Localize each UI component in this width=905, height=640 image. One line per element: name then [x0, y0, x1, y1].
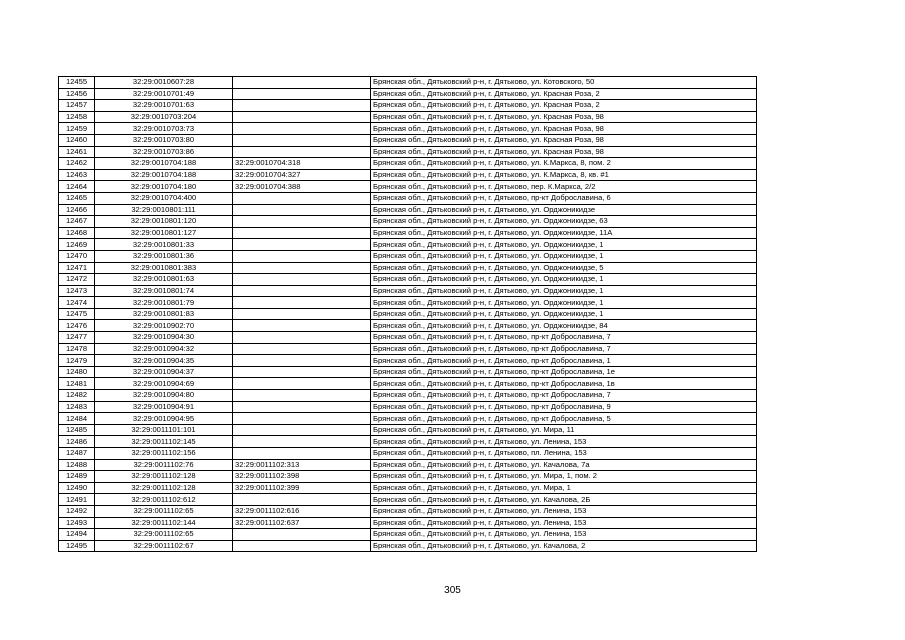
row-number-cell: 12492 — [59, 505, 95, 517]
address-cell: Брянская обл., Дятьковский р-н, г. Дятьково, пр-кт Доброславина, 7 — [371, 390, 757, 402]
address-cell: Брянская обл., Дятьковский р-н, г. Дятьково, ул. Мира, 1, пом. 2 — [371, 471, 757, 483]
table-row — [59, 169, 757, 181]
row-number-cell: 12478 — [59, 343, 95, 355]
address-cell: Брянская обл., Дятьковский р-н, г. Дятьково, ул. Качалова, 7а — [371, 459, 757, 471]
cadastral-number-cell: 32:29:0010701:63 — [95, 100, 233, 112]
row-number-cell: 12476 — [59, 320, 95, 332]
related-cadastral-number-cell: 32:29:0011102:637 — [233, 517, 371, 529]
table-row — [59, 366, 757, 378]
table-row — [59, 239, 757, 251]
cadastral-number-cell: 32:29:0010904:95 — [95, 413, 233, 425]
row-number-cell: 12488 — [59, 459, 95, 471]
row-number-cell: 12460 — [59, 134, 95, 146]
related-cadastral-number-cell — [233, 401, 371, 413]
cadastral-number-cell: 32:29:0010703:73 — [95, 123, 233, 135]
table-row — [59, 378, 757, 390]
cadastral-number-cell: 32:29:0010904:69 — [95, 378, 233, 390]
cadastral-number-cell: 32:29:0010904:91 — [95, 401, 233, 413]
cadastral-number-cell: 32:29:0011102:156 — [95, 448, 233, 460]
table-row — [59, 262, 757, 274]
address-cell: Брянская обл., Дятьковский р-н, г. Дятьково, пр-кт Доброславина, 6 — [371, 192, 757, 204]
row-number-cell: 12490 — [59, 482, 95, 494]
related-cadastral-number-cell — [233, 111, 371, 123]
table-row — [59, 158, 757, 170]
table-row — [59, 471, 757, 483]
row-number-cell: 12471 — [59, 262, 95, 274]
registry-table-body — [59, 77, 757, 552]
related-cadastral-number-cell — [233, 494, 371, 506]
cadastral-number-cell: 32:29:0010904:32 — [95, 343, 233, 355]
row-number-cell: 12469 — [59, 239, 95, 251]
address-cell: Брянская обл., Дятьковский р-н, г. Дятьково, ул. Красная Роза, 98 — [371, 111, 757, 123]
related-cadastral-number-cell — [233, 77, 371, 89]
cadastral-number-cell: 32:29:0010703:86 — [95, 146, 233, 158]
table-row — [59, 123, 757, 135]
row-number-cell: 12457 — [59, 100, 95, 112]
table-row — [59, 88, 757, 100]
cadastral-number-cell: 32:29:0010801:79 — [95, 297, 233, 309]
related-cadastral-number-cell: 32:29:0011102:616 — [233, 505, 371, 517]
row-number-cell: 12458 — [59, 111, 95, 123]
address-cell: Брянская обл., Дятьковский р-н, г. Дятьково, ул. Котовского, 50 — [371, 77, 757, 89]
related-cadastral-number-cell — [233, 204, 371, 216]
cadastral-number-cell: 32:29:0010904:30 — [95, 332, 233, 344]
cadastral-number-cell: 32:29:0010704:400 — [95, 192, 233, 204]
related-cadastral-number-cell — [233, 366, 371, 378]
related-cadastral-number-cell — [233, 355, 371, 367]
registry-table — [58, 76, 757, 552]
row-number-cell: 12461 — [59, 146, 95, 158]
related-cadastral-number-cell — [233, 297, 371, 309]
cadastral-number-cell: 32:29:0010704:188 — [95, 158, 233, 170]
table-row — [59, 343, 757, 355]
cadastral-number-cell: 32:29:0010701:49 — [95, 88, 233, 100]
cadastral-number-cell: 32:29:0010904:80 — [95, 390, 233, 402]
table-row — [59, 146, 757, 158]
cadastral-number-cell: 32:29:0010801:63 — [95, 274, 233, 286]
address-cell: Брянская обл., Дятьковский р-н, г. Дятьково, ул. Орджоникидзе, 63 — [371, 216, 757, 228]
table-row — [59, 181, 757, 193]
row-number-cell: 12487 — [59, 448, 95, 460]
page-number: 305 — [444, 585, 461, 596]
row-number-cell: 12462 — [59, 158, 95, 170]
related-cadastral-number-cell — [233, 332, 371, 344]
row-number-cell: 12472 — [59, 274, 95, 286]
related-cadastral-number-cell — [233, 436, 371, 448]
address-cell: Брянская обл., Дятьковский р-н, г. Дятьково, ул. Мира, 11 — [371, 424, 757, 436]
address-cell: Брянская обл., Дятьковский р-н, г. Дятьково, ул. Орджоникидзе, 11А — [371, 227, 757, 239]
address-cell: Брянская обл., Дятьковский р-н, г. Дятьково, ул. Орджоникидзе, 1 — [371, 285, 757, 297]
related-cadastral-number-cell: 32:29:0010704:318 — [233, 158, 371, 170]
related-cadastral-number-cell: 32:29:0010704:327 — [233, 169, 371, 181]
address-cell: Брянская обл., Дятьковский р-н, г. Дятьково, ул. Качалова, 2 — [371, 540, 757, 552]
row-number-cell: 12456 — [59, 88, 95, 100]
table-row — [59, 77, 757, 89]
address-cell: Брянская обл., Дятьковский р-н, г. Дятьково, ул. Орджоникидзе, 1 — [371, 308, 757, 320]
cadastral-number-cell: 32:29:0010902:70 — [95, 320, 233, 332]
related-cadastral-number-cell — [233, 413, 371, 425]
row-number-cell: 12477 — [59, 332, 95, 344]
row-number-cell: 12484 — [59, 413, 95, 425]
table-row — [59, 227, 757, 239]
table-row — [59, 308, 757, 320]
address-cell: Брянская обл., Дятьковский р-н, г. Дятьково, ул. Орджоникидзе, 1 — [371, 297, 757, 309]
address-cell: Брянская обл., Дятьковский р-н, г. Дятьково, ул. Орджоникидзе, 84 — [371, 320, 757, 332]
related-cadastral-number-cell — [233, 250, 371, 262]
address-cell: Брянская обл., Дятьковский р-н, г. Дятьково, пл. Ленина, 153 — [371, 448, 757, 460]
related-cadastral-number-cell — [233, 378, 371, 390]
row-number-cell: 12483 — [59, 401, 95, 413]
address-cell: Брянская обл., Дятьковский р-н, г. Дятьково, ул. Мира, 1 — [371, 482, 757, 494]
row-number-cell: 12495 — [59, 540, 95, 552]
address-cell: Брянская обл., Дятьковский р-н, г. Дятьково, пр-кт Доброславина, 7 — [371, 343, 757, 355]
cadastral-number-cell: 32:29:0011102:612 — [95, 494, 233, 506]
table-row — [59, 355, 757, 367]
table-row — [59, 192, 757, 204]
table-row — [59, 529, 757, 541]
related-cadastral-number-cell: 32:29:0011102:313 — [233, 459, 371, 471]
related-cadastral-number-cell — [233, 529, 371, 541]
row-number-cell: 12479 — [59, 355, 95, 367]
table-row — [59, 540, 757, 552]
table-row — [59, 505, 757, 517]
cadastral-number-cell: 32:29:0011102:65 — [95, 505, 233, 517]
row-number-cell: 12468 — [59, 227, 95, 239]
cadastral-number-cell: 32:29:0010801:120 — [95, 216, 233, 228]
row-number-cell: 12486 — [59, 436, 95, 448]
table-row — [59, 332, 757, 344]
row-number-cell: 12466 — [59, 204, 95, 216]
cadastral-number-cell: 32:29:0011102:67 — [95, 540, 233, 552]
row-number-cell: 12485 — [59, 424, 95, 436]
cadastral-number-cell: 32:29:0011102:145 — [95, 436, 233, 448]
related-cadastral-number-cell — [233, 262, 371, 274]
cadastral-number-cell: 32:29:0010801:111 — [95, 204, 233, 216]
related-cadastral-number-cell — [233, 146, 371, 158]
address-cell: Брянская обл., Дятьковский р-н, г. Дятьково, ул. Ленина, 153 — [371, 529, 757, 541]
related-cadastral-number-cell — [233, 123, 371, 135]
cadastral-number-cell: 32:29:0010801:36 — [95, 250, 233, 262]
related-cadastral-number-cell — [233, 424, 371, 436]
cadastral-number-cell: 32:29:0010704:188 — [95, 169, 233, 181]
address-cell: Брянская обл., Дятьковский р-н, г. Дятьково, пр-кт Доброславина, 9 — [371, 401, 757, 413]
related-cadastral-number-cell: 32:29:0011102:398 — [233, 471, 371, 483]
table-row — [59, 216, 757, 228]
row-number-cell: 12463 — [59, 169, 95, 181]
address-cell: Брянская обл., Дятьковский р-н, г. Дятьково, ул. Орджоникидзе — [371, 204, 757, 216]
related-cadastral-number-cell — [233, 308, 371, 320]
table-row — [59, 517, 757, 529]
address-cell: Брянская обл., Дятьковский р-н, г. Дятьково, пр-кт Доброславина, 1в — [371, 378, 757, 390]
table-row — [59, 494, 757, 506]
cadastral-number-cell: 32:29:0010801:127 — [95, 227, 233, 239]
row-number-cell: 12459 — [59, 123, 95, 135]
table-row — [59, 401, 757, 413]
address-cell: Брянская обл., Дятьковский р-н, г. Дятьково, ул. К.Маркса, 8, кв. #1 — [371, 169, 757, 181]
related-cadastral-number-cell: 32:29:0011102:399 — [233, 482, 371, 494]
address-cell: Брянская обл., Дятьковский р-н, г. Дятьково, пер. К.Маркса, 2/2 — [371, 181, 757, 193]
address-cell: Брянская обл., Дятьковский р-н, г. Дятьково, ул. Орджоникидзе, 1 — [371, 250, 757, 262]
cadastral-number-cell: 32:29:0010904:37 — [95, 366, 233, 378]
row-number-cell: 12474 — [59, 297, 95, 309]
cadastral-number-cell: 32:29:0010801:74 — [95, 285, 233, 297]
table-row — [59, 204, 757, 216]
related-cadastral-number-cell — [233, 134, 371, 146]
address-cell: Брянская обл., Дятьковский р-н, г. Дятьково, ул. Красная Роза, 98 — [371, 134, 757, 146]
related-cadastral-number-cell — [233, 274, 371, 286]
related-cadastral-number-cell — [233, 192, 371, 204]
cadastral-number-cell: 32:29:0010703:80 — [95, 134, 233, 146]
cadastral-number-cell: 32:29:0010704:180 — [95, 181, 233, 193]
address-cell: Брянская обл., Дятьковский р-н, г. Дятьково, ул. Качалова, 2Б — [371, 494, 757, 506]
table-row — [59, 285, 757, 297]
row-number-cell: 12481 — [59, 378, 95, 390]
table-row — [59, 250, 757, 262]
table-row — [59, 100, 757, 112]
related-cadastral-number-cell — [233, 320, 371, 332]
cadastral-number-cell: 32:29:0010607:28 — [95, 77, 233, 89]
table-row — [59, 274, 757, 286]
cadastral-number-cell: 32:29:0010801:33 — [95, 239, 233, 251]
row-number-cell: 12464 — [59, 181, 95, 193]
related-cadastral-number-cell: 32:29:0010704:388 — [233, 181, 371, 193]
row-number-cell: 12482 — [59, 390, 95, 402]
related-cadastral-number-cell — [233, 390, 371, 402]
table-row — [59, 413, 757, 425]
cadastral-number-cell: 32:29:0010904:35 — [95, 355, 233, 367]
row-number-cell: 12475 — [59, 308, 95, 320]
address-cell: Брянская обл., Дятьковский р-н, г. Дятьково, ул. Красная Роза, 98 — [371, 146, 757, 158]
table-row — [59, 297, 757, 309]
cadastral-number-cell: 32:29:0010801:383 — [95, 262, 233, 274]
related-cadastral-number-cell — [233, 88, 371, 100]
row-number-cell: 12455 — [59, 77, 95, 89]
row-number-cell: 12470 — [59, 250, 95, 262]
cadastral-number-cell: 32:29:0011102:128 — [95, 482, 233, 494]
related-cadastral-number-cell — [233, 100, 371, 112]
related-cadastral-number-cell — [233, 239, 371, 251]
address-cell: Брянская обл., Дятьковский р-н, г. Дятьково, ул. Красная Роза, 2 — [371, 100, 757, 112]
table-row — [59, 448, 757, 460]
table-row — [59, 320, 757, 332]
table-row — [59, 482, 757, 494]
related-cadastral-number-cell — [233, 227, 371, 239]
address-cell: Брянская обл., Дятьковский р-н, г. Дятьково, ул. Ленина, 153 — [371, 517, 757, 529]
cadastral-number-cell: 32:29:0011102:128 — [95, 471, 233, 483]
cadastral-number-cell: 32:29:0011102:65 — [95, 529, 233, 541]
cadastral-number-cell: 32:29:0011102:144 — [95, 517, 233, 529]
address-cell: Брянская обл., Дятьковский р-н, г. Дятьково, ул. Красная Роза, 98 — [371, 123, 757, 135]
row-number-cell: 12473 — [59, 285, 95, 297]
cadastral-number-cell: 32:29:0011102:76 — [95, 459, 233, 471]
table-row — [59, 111, 757, 123]
address-cell: Брянская обл., Дятьковский р-н, г. Дятьково, ул. Орджоникидзе, 5 — [371, 262, 757, 274]
related-cadastral-number-cell — [233, 216, 371, 228]
cadastral-number-cell: 32:29:0011101:101 — [95, 424, 233, 436]
address-cell: Брянская обл., Дятьковский р-н, г. Дятьково, пр-кт Доброславина, 1е — [371, 366, 757, 378]
related-cadastral-number-cell — [233, 448, 371, 460]
related-cadastral-number-cell — [233, 540, 371, 552]
row-number-cell: 12493 — [59, 517, 95, 529]
table-row — [59, 436, 757, 448]
address-cell: Брянская обл., Дятьковский р-н, г. Дятьково, пр-кт Доброславина, 5 — [371, 413, 757, 425]
address-cell: Брянская обл., Дятьковский р-н, г. Дятьково, ул. Ленина, 153 — [371, 436, 757, 448]
row-number-cell: 12489 — [59, 471, 95, 483]
address-cell: Брянская обл., Дятьковский р-н, г. Дятьково, ул. Орджоникидзе, 1 — [371, 274, 757, 286]
address-cell: Брянская обл., Дятьковский р-н, г. Дятьково, ул. К.Маркса, 8, пом. 2 — [371, 158, 757, 170]
cadastral-number-cell: 32:29:0010801:83 — [95, 308, 233, 320]
table-row — [59, 459, 757, 471]
address-cell: Брянская обл., Дятьковский р-н, г. Дятьково, ул. Ленина, 153 — [371, 505, 757, 517]
row-number-cell: 12480 — [59, 366, 95, 378]
related-cadastral-number-cell — [233, 285, 371, 297]
cadastral-number-cell: 32:29:0010703:204 — [95, 111, 233, 123]
row-number-cell: 12491 — [59, 494, 95, 506]
address-cell: Брянская обл., Дятьковский р-н, г. Дятьково, ул. Красная Роза, 2 — [371, 88, 757, 100]
address-cell: Брянская обл., Дятьковский р-н, г. Дятьково, пр-кт Доброславина, 1 — [371, 355, 757, 367]
address-cell: Брянская обл., Дятьковский р-н, г. Дятьково, ул. Орджоникидзе, 1 — [371, 239, 757, 251]
row-number-cell: 12465 — [59, 192, 95, 204]
table-row — [59, 134, 757, 146]
related-cadastral-number-cell — [233, 343, 371, 355]
table-row — [59, 390, 757, 402]
row-number-cell: 12467 — [59, 216, 95, 228]
address-cell: Брянская обл., Дятьковский р-н, г. Дятьково, пр-кт Доброславина, 7 — [371, 332, 757, 344]
table-row — [59, 424, 757, 436]
row-number-cell: 12494 — [59, 529, 95, 541]
